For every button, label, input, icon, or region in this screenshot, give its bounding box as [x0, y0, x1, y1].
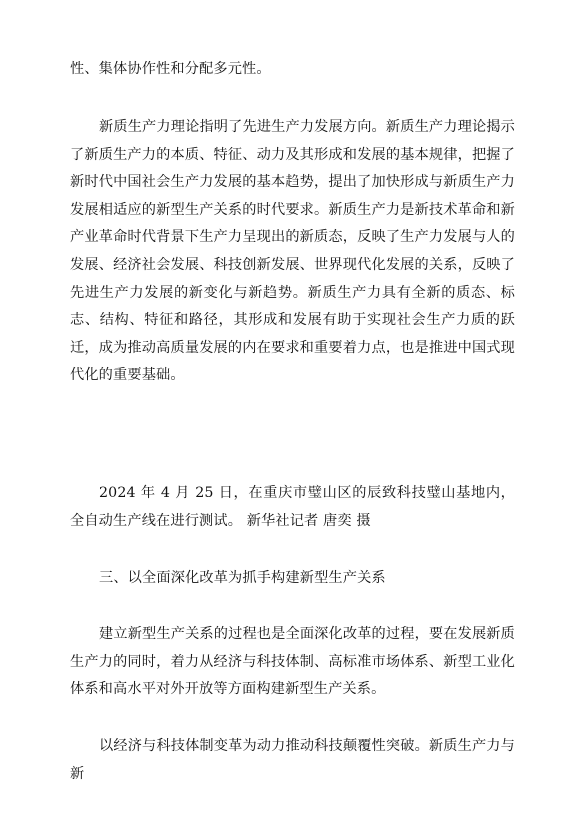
- paragraph-continuation: 性、集体协作性和分配多元性。: [70, 61, 271, 77]
- paragraph-system-reform: 以经济与科技体制变革为动力推动科技颠覆性突破。新质生产力与新: [70, 738, 515, 782]
- paragraph-new-production-relations: 建立新型生产关系的过程也是全面深化改革的过程，要在发展新质生产力的同时，着力从经济与科技体制、高标准市场体系、新型工业化体系和高水平对外开放等方面构建新型生产关系。: [70, 626, 515, 698]
- paragraph-new-productivity-theory: 新质生产力理论指明了先进生产力发展方向。新质生产力理论揭示了新质生产力的本质、特征、动力及其形成和发展的基本规律，把握了新时代中国社会生产力发展的基本趋势，提出了加快形成与新质生产力发展相适应的新型生产关系的时代要求。新质生产力是新技术革命和新产业革命时代背景下生产力呈现出的新质态，反映了生产力发展与人的发展、经济社会发展、科技创新发展、世界现代化发展的关系，反映了先进生产力发展的新变化与新趋势。新质生产力具有全新的质态、标志、结构、特征和路径，其形成和发展有助于实现社会生产力质的跃迁，成为推动高质量发展的内在要求和重要着力点，也是推进中国式现代化的重要基础。: [70, 119, 515, 384]
- section-heading: 三、以全面深化改革为抓手构建新型生产关系: [99, 570, 386, 586]
- photo-caption: 2024 年 4 月 25 日，在重庆市璧山区的辰致科技璧山基地内，全自动生产线在进行测试。 新华社记者 唐奕 摄: [70, 485, 515, 529]
